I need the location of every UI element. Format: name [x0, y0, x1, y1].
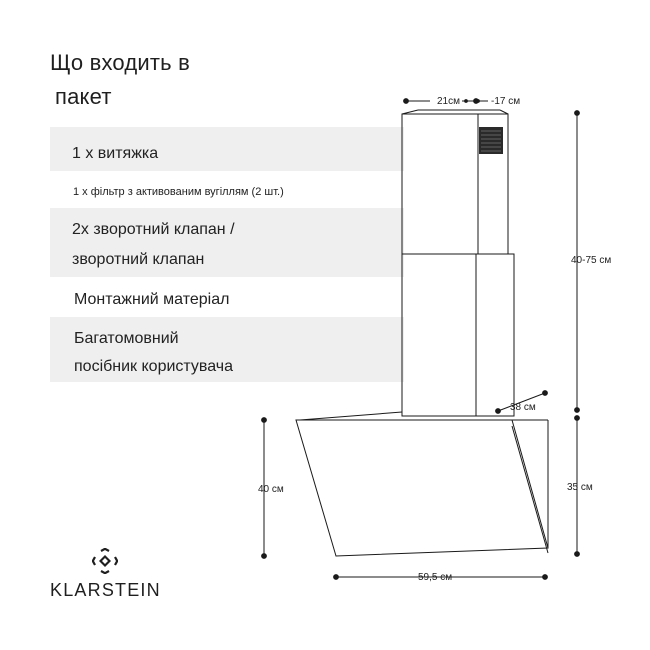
page-title-line2: пакет — [55, 84, 112, 109]
dim-hood-height-right: 35 см — [567, 482, 593, 493]
list-item-valve-line1: 2х зворотний клапан / — [72, 221, 235, 238]
chimney-lower — [402, 254, 514, 416]
dim-hood-width: 59,5 см — [418, 572, 453, 583]
dim-hood-height-left: 40 см — [258, 484, 284, 495]
dim-hood-depth: 38 см — [510, 402, 536, 413]
list-item-mounting: Монтажний матеріал — [74, 291, 230, 308]
list-item-manual-line1: Багатомовний — [74, 330, 179, 347]
hood-body — [296, 420, 548, 556]
list-item-filter: 1 х фільтр з активованим вугіллям (2 шт.) — [73, 186, 284, 198]
page-title-line1: Що входить в — [50, 50, 191, 75]
dim-chimney-width: 21см — [437, 96, 460, 107]
list-item-manual-line2: посібник користувача — [74, 358, 234, 375]
brand-name: KLARSTEIN — [50, 580, 161, 600]
dim-chimney-depth: -17 см — [491, 96, 521, 107]
list-item-hood: 1 х витяжка — [72, 145, 159, 162]
dim-chimney-height: 40-75 см — [571, 255, 612, 266]
list-item-valve-line2: зворотний клапан — [72, 251, 205, 268]
klarstein-logo-icon — [92, 548, 118, 574]
